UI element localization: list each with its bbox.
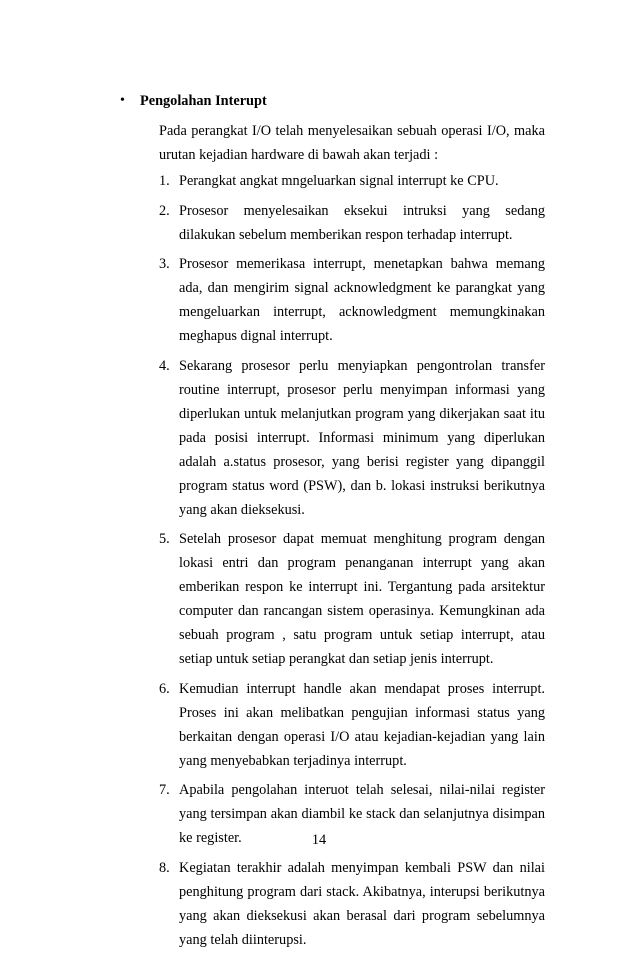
section-title: Pengolahan Interupt — [140, 93, 267, 109]
list-item-text: Sekarang prosesor perlu menyiapkan pengontrolan transfer routine interrupt, prosesor perlu menyimpan informasi yang diperlukan untuk melanjutkan program yang dikerjakan saat itu pada posisi interrupt. Informasi minimum yang diperlukan adalah a.status prosesor, yang berisi register yang dipanggil program status word (PSW), dan b. lokasi instruksi berikutnya yang akan dieksekusi. — [179, 357, 545, 518]
list-item-text: Setelah prosesor dapat memuat menghitung program dengan lokasi entri dan program penanganan interrupt yang akan emberikan respon ke interrupt ini. Tergantung pada arsitektur computer dan rancangan sistem operasinya. Kemungkinan ada sebuah program , satu program untuk setiap interrupt, atau setiap untuk setiap perangkat dan setiap jenis interrupt. — [179, 531, 545, 667]
list-item-number: 6. — [159, 680, 170, 697]
list-item-text: Perangkat angkat mngeluarkan signal interrupt ke CPU. — [179, 173, 499, 189]
intro-paragraph: Pada perangkat I/O telah menyelesaikan sebuah operasi I/O, maka urutan kejadian hardware di bawah akan terjadi : — [159, 123, 545, 163]
list-item — [159, 169, 545, 193]
list-item — [159, 677, 545, 773]
list-item — [159, 252, 545, 348]
list-item — [159, 527, 545, 671]
list-item-number: 7. — [159, 782, 170, 798]
list-item — [159, 354, 545, 522]
list-item-text: Kemudian interrupt handle akan mendapat proses interrupt. Proses ini akan melibatkan pengujian informasi status yang berkaitan dengan operasi I/O atau kejadian-kejadian yang lain yang menyebabkan terjadinya interrupt. — [179, 680, 545, 769]
list-item — [159, 199, 545, 247]
list-item-text: Kegiatan terakhir adalah menyimpan kembali PSW dan nilai penghitung program dari stack. Akibatnya, interupsi berikutnya yang akan dieksekusi akan berasal dari program sebelumnya yang telah diinterupsi. — [179, 859, 545, 948]
list-item-text: Prosesor memerikasa interrupt, menetapkan bahwa memang ada, dan mengirim signal acknowledgment ke parangkat yang mengeluarkan interrupt, acknowledgment memungkinakan meghapus dignal interrupt. — [179, 256, 545, 344]
list-item-number: 2. — [159, 202, 170, 219]
list-item-number: 4. — [159, 357, 170, 374]
list-item-number: 3. — [159, 256, 170, 272]
page-number: 14 — [311, 832, 327, 848]
list-item-text: Apabila pengolahan interuot telah selesai, nilai-nilai register yang tersimpan akan diambil ke stack dan selanjutnya disimpan ke register. — [179, 782, 545, 846]
list-item-number: 8. — [159, 859, 170, 876]
list-item-number: 5. — [159, 531, 170, 547]
list-item — [159, 856, 545, 952]
bullet-icon: • — [120, 93, 125, 108]
list-item-text: Prosesor menyelesaikan eksekui intruksi yang sedang dilakukan sebelum memberikan respon terhadap interrupt. — [179, 202, 545, 243]
section-heading — [120, 91, 267, 111]
list-item-number: 1. — [159, 173, 170, 189]
